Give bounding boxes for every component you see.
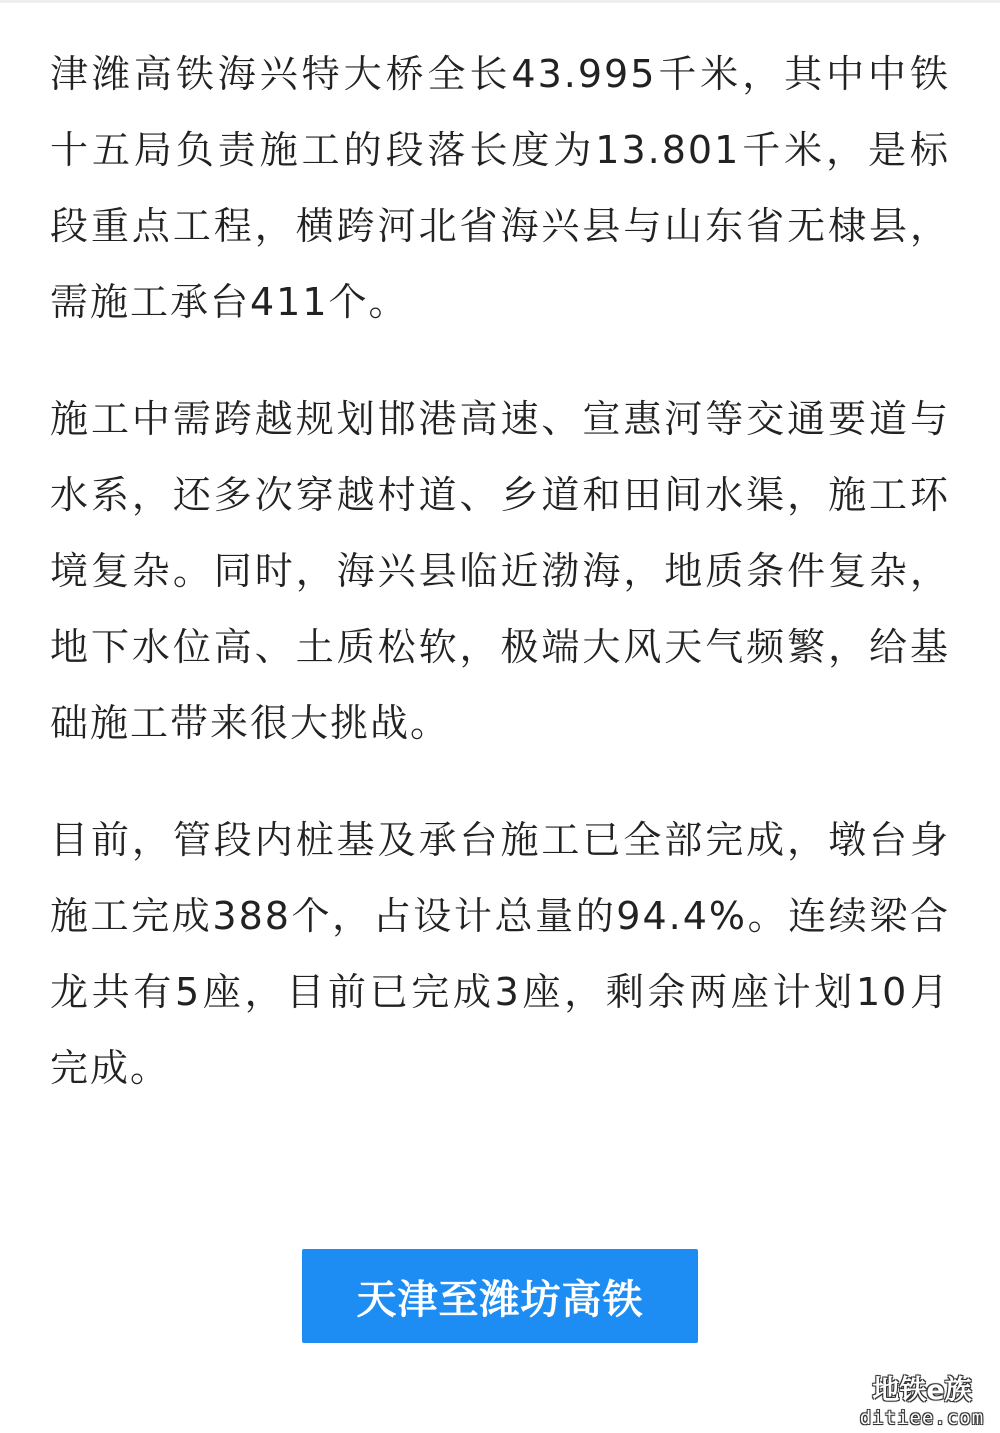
- watermark-title: 地铁e族: [872, 1375, 972, 1406]
- watermark-url: ditiee.com: [859, 1407, 985, 1429]
- article-body: [50, 36, 950, 1147]
- article-paragraph-2: 施工中需跨越规划邯港高速、宣惠河等交通要道与水系，还多次穿越村道、乡道和田间水渠，施工环境复杂。同时，海兴县临近渤海，地质条件复杂，地下水位高、土质松软，极端大风天气频繁，给基础施工带来很大挑战。: [50, 397, 950, 745]
- article-paragraph-1: 津潍高铁海兴特大桥全长43.995千米，其中中铁十五局负责施工的段落长度为13.801千米，是标段重点工程，横跨河北省海兴县与山东省无棣县，需施工承台411个。: [50, 52, 950, 324]
- article-paragraph-3: 目前，管段内桩基及承台施工已全部完成，墩台身施工完成388个，占设计总量的94.4%。连续梁合龙共有5座，目前已完成3座，剩余两座计划10月完成。: [50, 818, 950, 1090]
- topic-tag-button[interactable]: 天津至潍坊高铁: [302, 1249, 698, 1343]
- top-divider: [0, 0, 1000, 3]
- site-watermark: [852, 1375, 992, 1429]
